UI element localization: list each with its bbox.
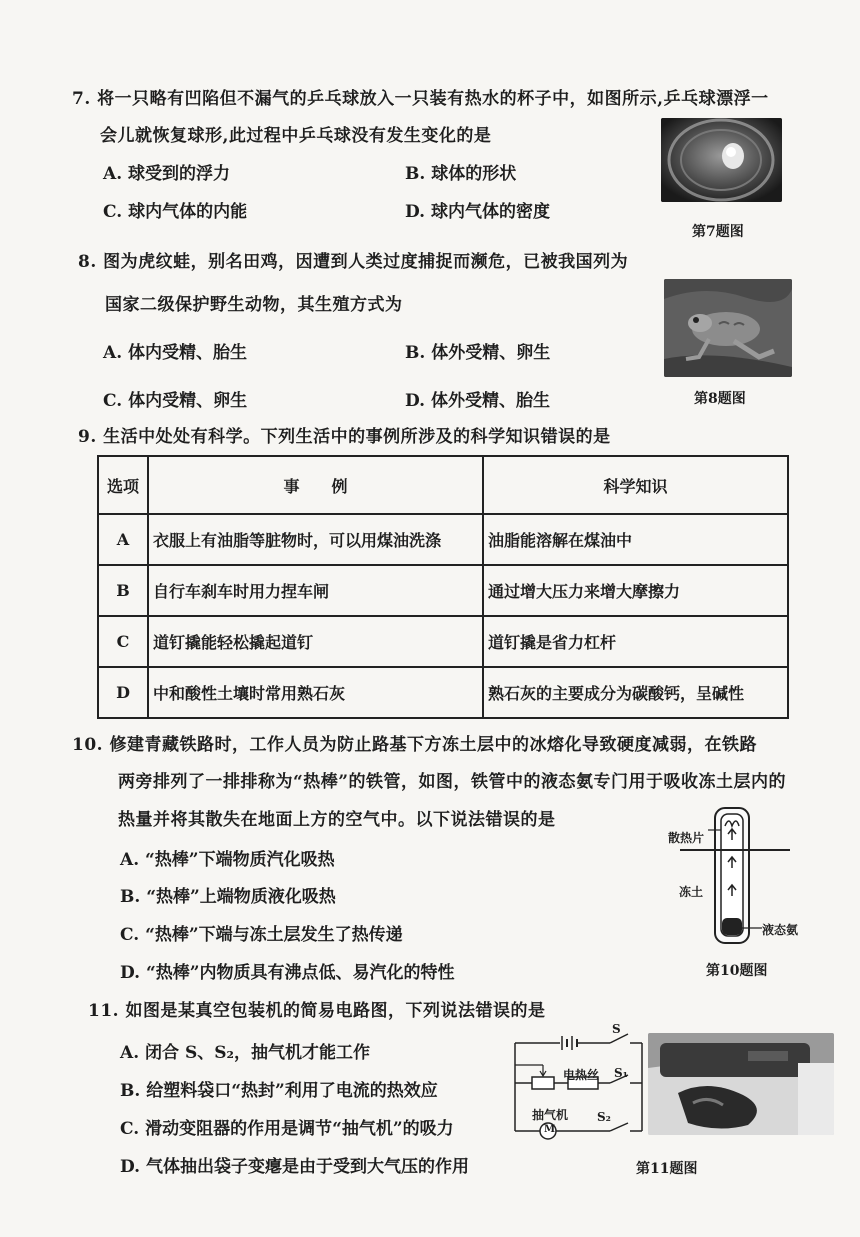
q10-stem-line2: 两旁排列了一排排称为“热棒”的铁管，如图，铁管中的液态氨专门用于吸收冻土层内的 — [118, 772, 787, 792]
q11-option-a[interactable]: A. 闭合 S、S₂，抽气机才能工作 — [120, 1043, 370, 1063]
q7-option-c[interactable]: C. 球内气体的内能 — [103, 202, 248, 222]
table-row[interactable] — [98, 667, 788, 718]
row-example: 衣服上有油脂等脏物时，可以用煤油洗涤 — [148, 514, 483, 565]
q10-option-b[interactable]: B. “热棒”上端物质液化吸热 — [120, 887, 336, 907]
q10-option-d[interactable]: D. “热棒”内物质具有沸点低、易汽化的特性 — [120, 963, 455, 983]
q7-option-d[interactable]: D. 球内气体的密度 — [405, 202, 550, 222]
q8-caption: 第8题图 — [694, 391, 746, 407]
q8-frog-photo — [664, 279, 792, 377]
row-knowledge: 熟石灰的主要成分为碳酸钙，呈碱性 — [483, 667, 788, 718]
q11-circuit-diagram — [510, 1025, 648, 1143]
q11-label-s: S — [612, 1022, 621, 1036]
q11-caption: 第11题图 — [636, 1161, 698, 1177]
q10-label-ammonia: 液态氨 — [762, 923, 799, 937]
q11-label-pump: 抽气机 — [532, 1108, 569, 1122]
q7-stem-line2: 会儿就恢复球形,此过程中乒乓球没有发生变化的是 — [100, 126, 492, 146]
header-knowledge: 科学知识 — [483, 456, 788, 514]
q10-option-c[interactable]: C. “热棒”下端与冻土层发生了热传递 — [120, 925, 403, 945]
q11-label-heater: 电热丝 — [563, 1068, 600, 1082]
row-knowledge: 道钉撬是省力杠杆 — [483, 616, 788, 667]
row-option: A — [98, 514, 148, 565]
row-knowledge: 通过增大压力来增大摩擦力 — [483, 565, 788, 616]
q7-caption: 第7题图 — [692, 224, 744, 240]
row-example: 自行车刹车时用力捏车闸 — [148, 565, 483, 616]
row-example: 道钉撬能轻松撬起道钉 — [148, 616, 483, 667]
q11-vacuum-sealer-photo — [648, 1033, 834, 1135]
row-option: B — [98, 565, 148, 616]
q9-table — [97, 455, 789, 719]
q10-label-soil: 冻土 — [679, 885, 704, 899]
q7-option-b[interactable]: B. 球体的形状 — [405, 164, 517, 184]
q11-option-d[interactable]: D. 气体抽出袋子变瘪是由于受到大气压的作用 — [120, 1157, 469, 1177]
q8-option-c[interactable]: C. 体内受精、卵生 — [103, 391, 248, 411]
q11-label-s1: S₁ — [614, 1066, 628, 1080]
header-example: 事 例 — [148, 456, 483, 514]
table-row[interactable] — [98, 514, 788, 565]
table-row[interactable] — [98, 616, 788, 667]
q8-stem-line2: 国家二级保护野生动物，其生殖方式为 — [105, 295, 403, 315]
q8-option-b[interactable]: B. 体外受精、卵生 — [405, 343, 551, 363]
q11-option-c[interactable]: C. 滑动变阻器的作用是调节“抽气机”的吸力 — [120, 1119, 454, 1139]
table-header-row — [98, 456, 788, 514]
q10-stem-line1: 10. 修建青藏铁路时，工作人员为防止路基下方冻土层中的冰熔化导致硬度减弱，在铁路 — [72, 735, 757, 755]
q8-stem-line1: 8. 图为虎纹蛙，别名田鸡，因遭到人类过度捕捉而濒危，已被我国列为 — [78, 252, 629, 272]
q11-option-b[interactable]: B. 给塑料袋口“热封”利用了电流的热效应 — [120, 1081, 438, 1101]
row-option: C — [98, 616, 148, 667]
q8-option-a[interactable]: A. 体内受精、胎生 — [103, 343, 248, 363]
row-example: 中和酸性土壤时常用熟石灰 — [148, 667, 483, 718]
q11-label-motor: M — [544, 1124, 556, 1135]
header-option: 选项 — [98, 456, 148, 514]
q9-stem: 9. 生活中处处有科学。下列生活中的事例所涉及的科学知识错误的是 — [78, 427, 611, 447]
q7-stem-line1: 7. 将一只略有凹陷但不漏气的乒乓球放入一只装有热水的杯子中，如图所示,乒乓球漂浮一 — [72, 89, 769, 109]
row-knowledge: 油脂能溶解在煤油中 — [483, 514, 788, 565]
q11-label-s2: S₂ — [597, 1110, 611, 1124]
q10-label-fin: 散热片 — [668, 831, 705, 845]
table-row[interactable] — [98, 565, 788, 616]
q7-pingpong-photo — [661, 118, 782, 202]
q10-stem-line3: 热量并将其散失在地面上方的空气中。以下说法错误的是 — [118, 810, 556, 830]
q7-option-a[interactable]: A. 球受到的浮力 — [103, 164, 231, 184]
q8-option-d[interactable]: D. 体外受精、胎生 — [405, 391, 550, 411]
q10-option-a[interactable]: A. “热棒”下端物质汽化吸热 — [120, 850, 335, 870]
q10-caption: 第10题图 — [706, 963, 768, 979]
row-option: D — [98, 667, 148, 718]
q11-stem: 11. 如图是某真空包装机的简易电路图，下列说法错误的是 — [88, 1001, 546, 1021]
